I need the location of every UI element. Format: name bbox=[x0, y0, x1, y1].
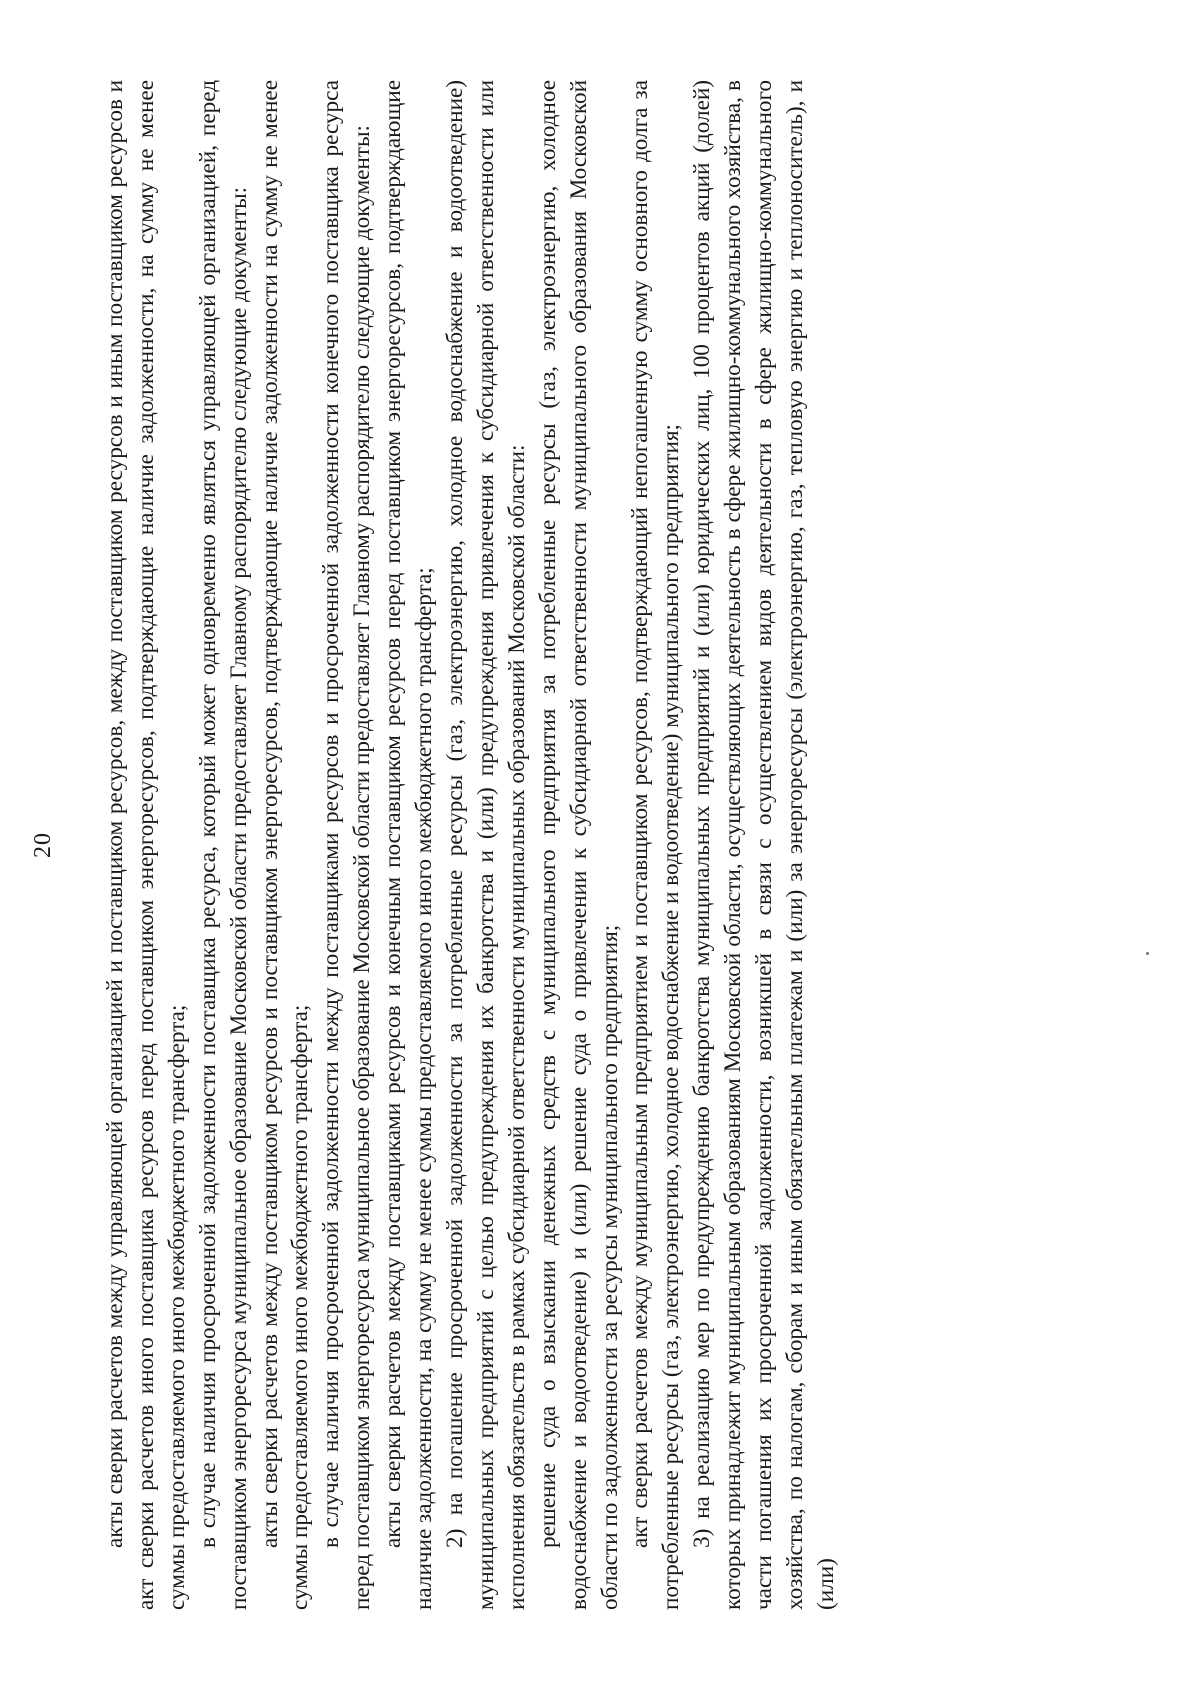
paragraph-1: акты сверки расчетов между управляющей организацией и поставщиком ресурсов, между поставщиком ресурсов и иным поставщиком ресурсов и акт сверки расчетов иного поставщика ресурсов перед поставщиком энергоресурсов, подтверждающие наличие задолженности, на сумму не менее суммы предоставляемого иного межбюджетного трансферта; bbox=[102, 80, 190, 1610]
paragraph-6: 2) на погашение просроченной задолженности за потребленные ресурсы (газ, электроэнергию, холодное водоснабжение и водоотведение) муниципальных предприятий с целью предупреждения их банкротства и (или) предупреждения привлечения к субсидиарной ответственности или исполнения обязательств в рамках субсидиарной ответственности муниципальных образований Московской области: bbox=[441, 80, 530, 1610]
paragraph-3: акты сверки расчетов между поставщиком ресурсов и поставщиком энергоресурсов, подтверждающие наличие задолженности на сумму не менее суммы предоставляемого иного межбюджетного трансферта; bbox=[256, 80, 314, 1610]
paragraph-8: акт сверки расчетов между муниципальным предприятием и поставщиком ресурсов, подтверждающий непогашенную сумму основного долга за потребленные ресурсы (газ, электроэнергию, холодное водоснабжение и водоотведение) муниципального предприятия; bbox=[627, 80, 685, 1610]
paragraph-5: акты сверки расчетов между поставщиками ресурсов и конечным поставщиком ресурсов перед поставщиком энергоресурсов, подтверждающие наличие задолженности, на сумму не менее суммы предоставляемого иного межбюджетного трансферта; bbox=[380, 80, 438, 1610]
paragraph-2: в случае наличия просроченной задолженности поставщика ресурса, который может одновременно являться управляющей организацией, перед поставщиком энергоресурса муниципальное образование Московской области предоставляет Главному распорядителю следующие документы: bbox=[194, 80, 252, 1610]
scan-speck bbox=[1146, 952, 1149, 955]
rotated-content bbox=[30, 80, 1100, 1610]
document-body bbox=[100, 80, 842, 1610]
page-number: 20 bbox=[30, 832, 56, 858]
paragraph-4: в случае наличия просроченной задолженности между поставщиками ресурсов и просроченной задолженности конечного поставщика ресурса перед поставщиком энергоресурса муниципальное образование Московской области предоставляет Главному распорядителю следующие документы: bbox=[318, 80, 376, 1610]
paragraph-9: 3) на реализацию мер по предупреждению банкротства муниципальных предприятий и (или) юридических лиц, 100 процентов акций (долей) которых принадлежит муниципальным образованиям Московской области, осуществляющих деятельность в сфере жилищно-коммунального хозяйства, в части погашения их просроченной задолженности, возникшей в связи с осуществлением видов деятельности в сфере жилищно-коммунального хозяйства, по налогам, сборам и иным обязательным платежам и (или) за энергоресурсы (электроэнергию, газ, тепловую энергию и теплоноситель), и (или) bbox=[689, 80, 839, 1610]
paragraph-7: решение суда о взыскании денежных средств с муниципального предприятия за потребленные ресурсы (газ, электроэнергию, холодное водоснабжение и водоотведение) и (или) решение суда о привлечении к субсидиарной ответственности муниципального образования Московской области по задолженности за ресурсы муниципального предприятия; bbox=[534, 80, 623, 1610]
